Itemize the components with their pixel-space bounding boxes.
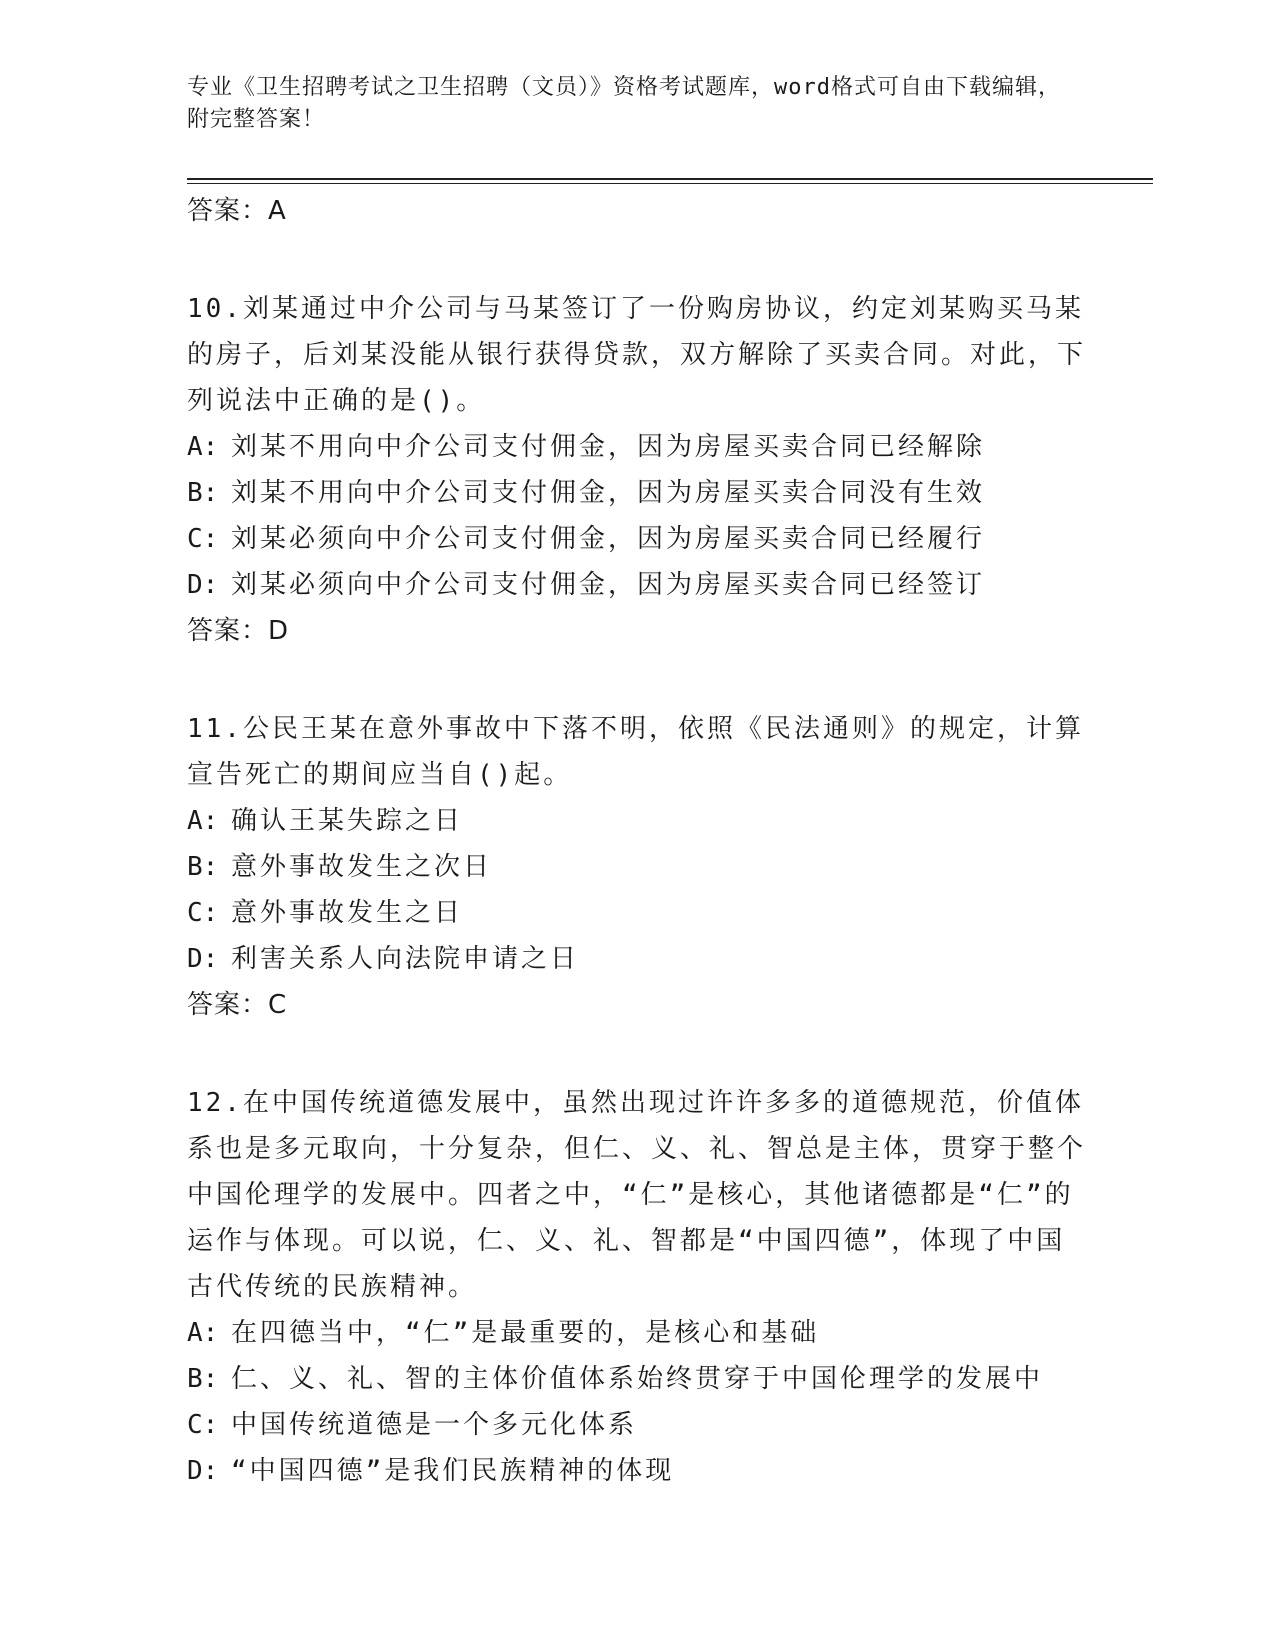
- answer-line: 答案：A: [187, 196, 287, 226]
- question-item: [187, 1080, 1087, 1494]
- header-divider: [187, 178, 1153, 180]
- option-b: [187, 1356, 1087, 1402]
- question-text: 10.刘某通过中介公司与马某签订了一份购房协议，约定刘某购买马某的房子，后刘某没能从银行获得贷款，双方解除了买卖合同。对此，下列说法中正确的是()。: [187, 294, 1087, 416]
- option-d: [187, 562, 1087, 608]
- option-text: 刘某必须向中介公司支付佣金，因为房屋买卖合同已经签订: [231, 570, 986, 600]
- answer-line: 答案：D: [187, 616, 290, 646]
- option-a: [187, 1310, 1087, 1356]
- option-letter: B:: [187, 478, 219, 508]
- option-text: 确认王某失踪之日: [231, 806, 464, 836]
- option-text: 刘某不用向中介公司支付佣金，因为房屋买卖合同已经解除: [231, 432, 986, 462]
- option-letter: A:: [187, 432, 219, 462]
- option-text: 中国传统道德是一个多元化体系: [231, 1410, 638, 1440]
- option-d: [187, 1448, 1087, 1494]
- option-letter: B:: [187, 852, 219, 882]
- option-c: [187, 890, 1087, 936]
- question-list: [187, 188, 1087, 1494]
- option-text: 刘某不用向中介公司支付佣金，因为房屋买卖合同没有生效: [231, 478, 986, 508]
- option-c: [187, 516, 1087, 562]
- option-text: 刘某必须向中介公司支付佣金，因为房屋买卖合同已经履行: [231, 524, 986, 554]
- option-text: “中国四德”是我们民族精神的体现: [231, 1456, 675, 1486]
- option-text: 在四德当中，“仁”是最重要的，是核心和基础: [231, 1318, 820, 1348]
- option-letter: C:: [187, 524, 219, 554]
- question-item: [187, 706, 1087, 1028]
- option-text: 利害关系人向法院申请之日: [231, 944, 580, 974]
- question-text: 11.公民王某在意外事故中下落不明，依照《民法通则》的规定，计算宣告死亡的期间应当自()起。: [187, 714, 1084, 790]
- question-item: [187, 286, 1087, 654]
- option-a: [187, 424, 1087, 470]
- option-letter: D:: [187, 944, 219, 974]
- document-header: 专业《卫生招聘考试之卫生招聘（文员）》资格考试题库，word格式可自由下载编辑，附完整答案！: [187, 75, 1061, 132]
- option-letter: C:: [187, 898, 219, 928]
- header-divider-thin: [187, 183, 1153, 184]
- option-d: [187, 936, 1087, 982]
- option-letter: D:: [187, 570, 219, 600]
- option-text: 仁、义、礼、智的主体价值体系始终贯穿于中国伦理学的发展中: [231, 1364, 1044, 1394]
- option-letter: C:: [187, 1410, 219, 1440]
- answer-line: 答案：C: [187, 990, 288, 1020]
- option-a: [187, 798, 1087, 844]
- question-text: 12.在中国传统道德发展中，虽然出现过许许多多的道德规范，价值体系也是多元取向，十分复杂，但仁、义、礼、智总是主体，贯穿于整个中国伦理学的发展中。四者之中，“仁”是核心，其他诸德都是“仁”的运作与体现。可以说，仁、义、礼、智都是“中国四德”，体现了中国古代传统的民族精神。: [187, 1088, 1087, 1302]
- option-c: [187, 1402, 1087, 1448]
- option-text: 意外事故发生之日: [231, 898, 464, 928]
- option-b: [187, 470, 1087, 516]
- option-text: 意外事故发生之次日: [231, 852, 493, 882]
- option-b: [187, 844, 1087, 890]
- option-letter: B:: [187, 1364, 219, 1394]
- option-letter: D:: [187, 1456, 219, 1486]
- option-letter: A:: [187, 806, 219, 836]
- option-letter: A:: [187, 1318, 219, 1348]
